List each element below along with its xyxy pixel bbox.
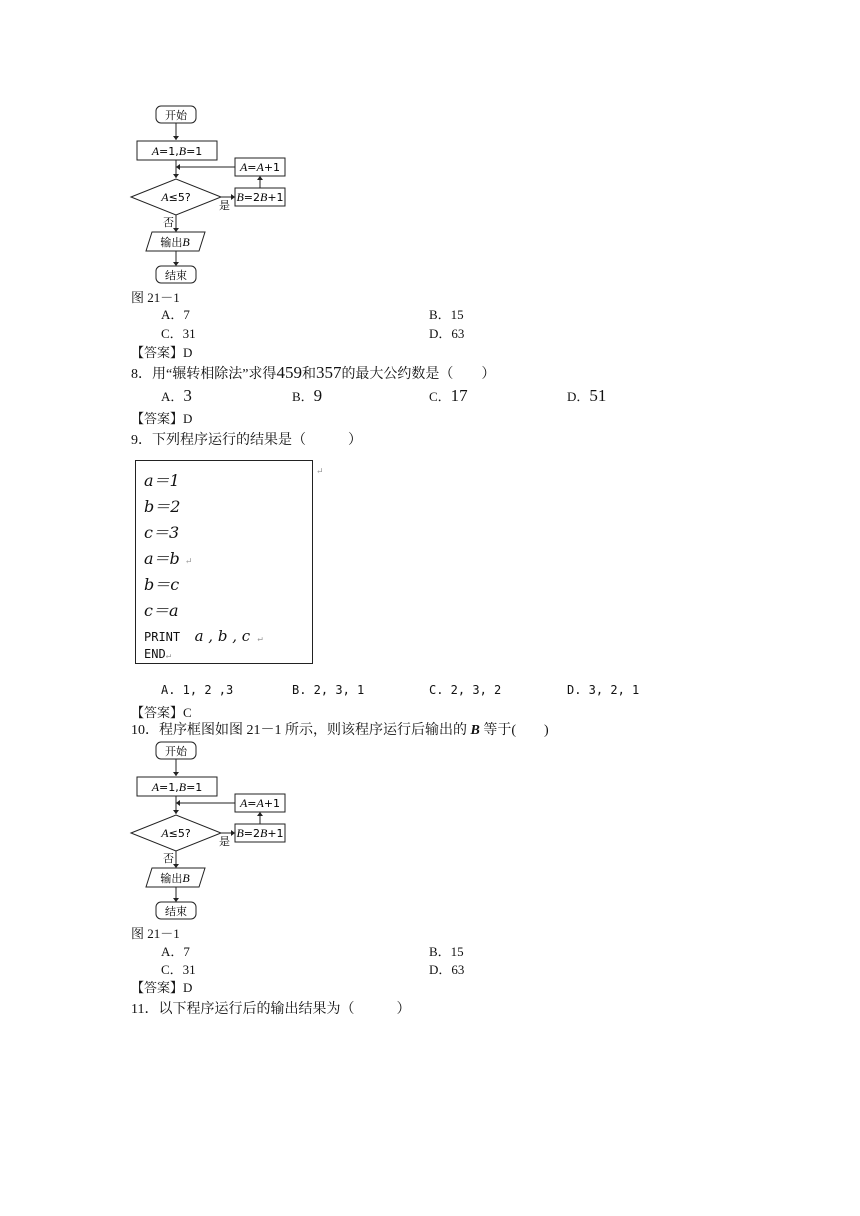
q10-option-d: D．63 xyxy=(429,962,465,977)
no-label: 否 xyxy=(163,852,174,865)
flowchart-1 xyxy=(125,100,295,290)
q8-option-a: A．3 xyxy=(161,386,192,405)
q10-option-b: B．15 xyxy=(429,944,464,959)
code-line-1: a＝1 xyxy=(144,471,180,490)
q10-figure-caption: 图 21－1 xyxy=(131,926,180,941)
return-mark: ↵ xyxy=(316,466,324,476)
q10-answer: 【答案】D xyxy=(131,980,193,995)
code-line-4: a＝b ↵ xyxy=(144,549,193,568)
option-c: C．31 xyxy=(161,326,196,341)
q8-option-d: D．51 xyxy=(567,386,607,405)
question-10-stem: 10．程序框图如图 21－1 所示，则该程序运行后输出的 B 等于( ) xyxy=(131,723,549,738)
yes-label: 是 xyxy=(219,199,230,212)
question-9-stem: 9．下列程序运行的结果是（ ） xyxy=(131,433,362,448)
option-b: B．15 xyxy=(429,307,464,322)
code-line-2: b＝2 xyxy=(144,497,181,516)
svg-text:A=1,B=1: A=1,B=1 xyxy=(151,780,203,794)
q9-answer: 【答案】C xyxy=(131,705,192,720)
svg-text:A=A+1: A=A+1 xyxy=(239,796,281,810)
no-label: 否 xyxy=(163,216,174,229)
q9-option-a: A. 1, 2 ,3 xyxy=(161,683,234,697)
svg-text:A≤5?: A≤5? xyxy=(161,826,191,840)
q10-option-c: C．31 xyxy=(161,962,196,977)
q10-option-a: A．7 xyxy=(161,944,190,959)
svg-text:输出B: 输出B xyxy=(160,871,190,885)
q9-option-c: C. 2, 3, 2 xyxy=(429,683,502,697)
q8-option-b: B．9 xyxy=(292,386,323,405)
svg-text:A=A+1: A=A+1 xyxy=(239,160,281,174)
yes-label: 是 xyxy=(219,835,230,848)
start-label: 开始 xyxy=(165,109,187,122)
answer: 【答案】D xyxy=(131,345,193,360)
start-label: 开始 xyxy=(165,745,187,758)
code-line-end: END↵ xyxy=(144,647,172,661)
figure-caption: 图 21－1 xyxy=(131,290,180,305)
svg-text:A≤5?: A≤5? xyxy=(161,190,191,204)
question-8-stem: 8．用“辗转相除法”求得459和357的最大公约数是（ ） xyxy=(131,363,496,382)
option-d: D．63 xyxy=(429,326,465,341)
svg-text:B=2B+1: B=2B+1 xyxy=(236,190,284,204)
svg-text:B=2B+1: B=2B+1 xyxy=(236,826,284,840)
program-code-box xyxy=(135,460,313,664)
code-line-3: c＝3 xyxy=(144,523,180,542)
svg-text:输出B: 输出B xyxy=(160,235,190,249)
q8-option-c: C．17 xyxy=(429,386,468,405)
svg-text:A=1,B=1: A=1,B=1 xyxy=(151,144,203,158)
code-line-5: b＝c xyxy=(144,575,180,594)
question-11-stem: 11．以下程序运行后的输出结果为（ ） xyxy=(131,1002,411,1017)
flowchart-2 xyxy=(125,736,295,926)
end-label: 结束 xyxy=(165,269,187,282)
end-label: 结束 xyxy=(165,905,187,918)
q8-answer: 【答案】D xyxy=(131,411,193,426)
code-line-print: PRINT a , b , c ↵ xyxy=(144,627,263,645)
code-line-6: c＝a xyxy=(144,601,179,620)
option-a: A．7 xyxy=(161,307,190,322)
q9-option-b: B. 2, 3, 1 xyxy=(292,683,365,697)
q9-option-d: D. 3, 2, 1 xyxy=(567,683,640,697)
